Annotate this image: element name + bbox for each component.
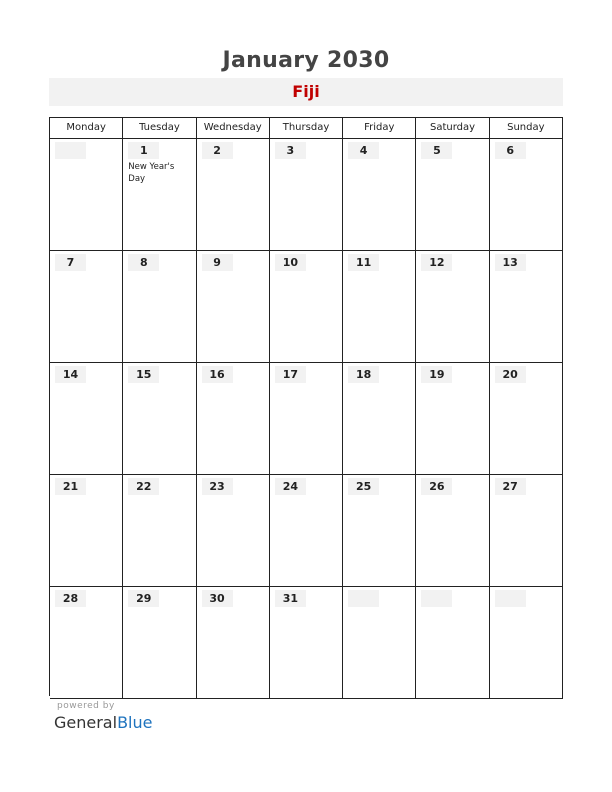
page-title: January 2030: [222, 48, 390, 73]
weekday-header-sunday: Sunday: [490, 118, 563, 139]
day-number: 7: [55, 254, 86, 271]
day-cell[interactable]: [416, 139, 489, 251]
day-number: 16: [202, 366, 233, 383]
day-number: 22: [128, 478, 159, 495]
day-number: 28: [55, 590, 86, 607]
day-cell[interactable]: [343, 475, 416, 587]
day-cell[interactable]: [123, 475, 196, 587]
day-number: 12: [421, 254, 452, 271]
day-number: [495, 590, 526, 607]
day-cell[interactable]: [197, 139, 270, 251]
powered-by-label: powered by: [57, 701, 115, 711]
day-cell[interactable]: [490, 475, 563, 587]
brand-general-text: General: [54, 713, 118, 732]
day-cell[interactable]: [50, 587, 123, 699]
day-number: 23: [202, 478, 233, 495]
day-number: 5: [421, 142, 452, 159]
day-cell[interactable]: [197, 475, 270, 587]
day-number: [348, 590, 379, 607]
day-cell[interactable]: [270, 475, 343, 587]
brand-logo[interactable]: [54, 713, 152, 732]
day-number: 3: [275, 142, 306, 159]
weekday-header-monday: Monday: [50, 118, 123, 139]
day-number: [421, 590, 452, 607]
day-number: 9: [202, 254, 233, 271]
week-row: [50, 139, 563, 251]
day-number: 19: [421, 366, 452, 383]
day-cell[interactable]: [123, 139, 196, 251]
day-cell[interactable]: [343, 139, 416, 251]
day-cell[interactable]: [50, 139, 123, 251]
day-cell[interactable]: [123, 363, 196, 475]
day-cell[interactable]: [343, 587, 416, 699]
day-cell[interactable]: [343, 251, 416, 363]
day-number: 15: [128, 366, 159, 383]
week-row: [50, 587, 563, 699]
day-cell[interactable]: [343, 363, 416, 475]
day-number: 1: [128, 142, 159, 159]
day-cell[interactable]: [270, 363, 343, 475]
day-cell[interactable]: [123, 587, 196, 699]
day-cell[interactable]: [490, 139, 563, 251]
day-cell[interactable]: [50, 363, 123, 475]
weekday-header-row: [50, 118, 563, 139]
day-number: 26: [421, 478, 452, 495]
week-row: [50, 475, 563, 587]
day-number: 6: [495, 142, 526, 159]
day-cell[interactable]: [270, 587, 343, 699]
week-row: [50, 251, 563, 363]
day-number: 2: [202, 142, 233, 159]
day-number: 24: [275, 478, 306, 495]
day-cell[interactable]: [50, 251, 123, 363]
day-number: 30: [202, 590, 233, 607]
day-number: 29: [128, 590, 159, 607]
weekday-header-thursday: Thursday: [270, 118, 343, 139]
day-cell[interactable]: [490, 587, 563, 699]
day-cell[interactable]: [416, 251, 489, 363]
weekday-header-wednesday: Wednesday: [197, 118, 270, 139]
day-cell[interactable]: [490, 251, 563, 363]
day-cell[interactable]: [416, 363, 489, 475]
day-cell[interactable]: [490, 363, 563, 475]
day-number: 18: [348, 366, 379, 383]
day-number: 11: [348, 254, 379, 271]
calendar-grid: [49, 117, 563, 696]
weekday-header-saturday: Saturday: [416, 118, 489, 139]
day-cell[interactable]: [416, 587, 489, 699]
weekday-header-tuesday: Tuesday: [123, 118, 196, 139]
day-number: 27: [495, 478, 526, 495]
day-number: 13: [495, 254, 526, 271]
day-number: 8: [128, 254, 159, 271]
day-cell[interactable]: [270, 139, 343, 251]
day-number: 25: [348, 478, 379, 495]
day-number: [55, 142, 86, 159]
country-banner: [49, 78, 563, 106]
day-cell[interactable]: [197, 363, 270, 475]
day-cell[interactable]: [123, 251, 196, 363]
day-number: 21: [55, 478, 86, 495]
day-number: 14: [55, 366, 86, 383]
brand-blue-text: Blue: [117, 713, 153, 732]
day-cell[interactable]: [197, 251, 270, 363]
day-cell[interactable]: [197, 587, 270, 699]
day-number: 4: [348, 142, 379, 159]
day-number: 17: [275, 366, 306, 383]
day-number: 10: [275, 254, 306, 271]
day-cell[interactable]: [50, 475, 123, 587]
day-number: 31: [275, 590, 306, 607]
holiday-label: New Year's Day: [128, 162, 175, 184]
week-row: [50, 363, 563, 475]
weekday-header-friday: Friday: [343, 118, 416, 139]
country-name: Fiji: [292, 82, 320, 101]
day-cell[interactable]: [416, 475, 489, 587]
day-number: 20: [495, 366, 526, 383]
day-cell[interactable]: [270, 251, 343, 363]
